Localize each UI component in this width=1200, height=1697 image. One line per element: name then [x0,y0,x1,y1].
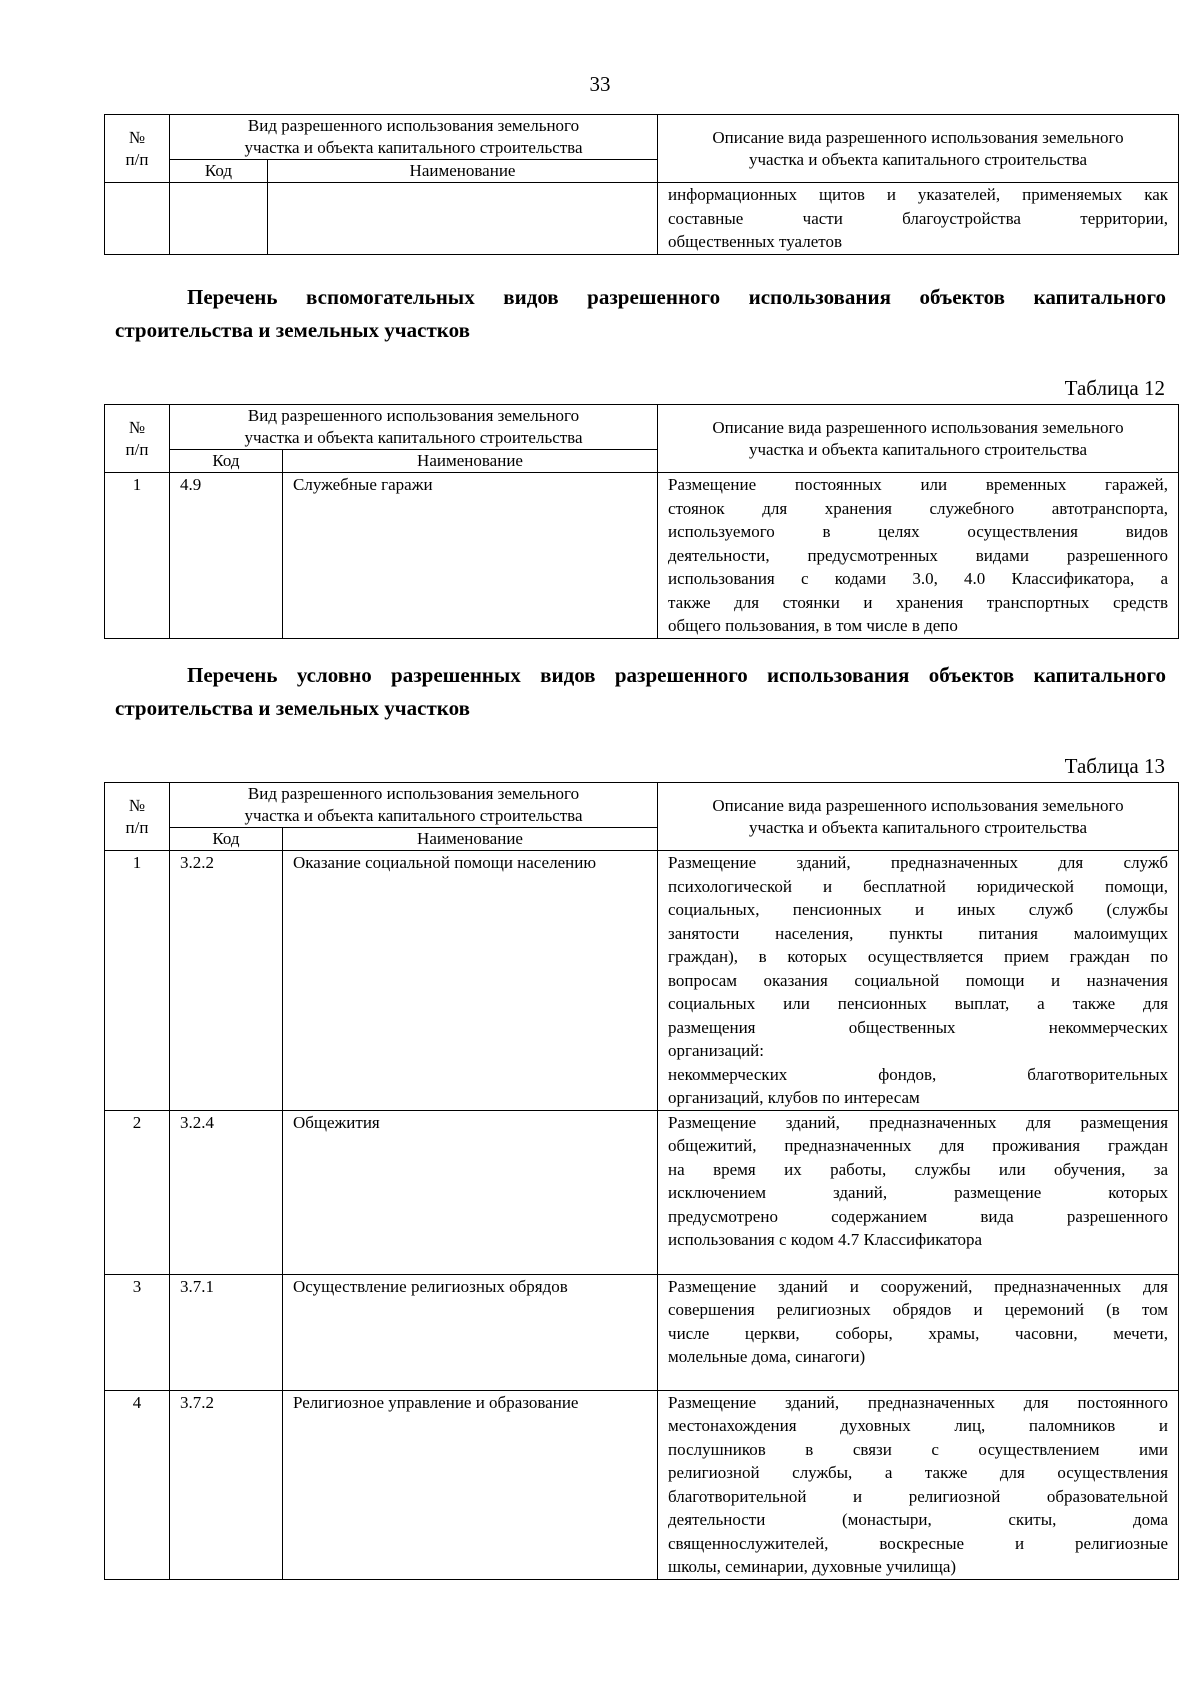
row-num: 1 [105,851,170,1111]
row-name: Общежития [283,1110,658,1274]
table-row [105,473,1179,639]
row-num: 2 [105,1110,170,1274]
header-num: № п/п [105,115,170,183]
header-vid: Вид разрешенного использования земельного участка и объекта капитального строительства [170,405,658,450]
row-name: Служебные гаражи [283,473,658,639]
row-desc: информационных щитов и указателей, применяемых как составные части благоустройства территории, общественных туалетов [658,183,1179,255]
row-name: Осуществление религиозных обрядов [283,1274,658,1390]
heading-conditional: Перечень условно разрешенных видов разрешенного использования объектов капитального строительства и земельных участков [115,663,1166,720]
header-vid: Вид разрешенного использования земельного участка и объекта капитального строительства [170,783,658,828]
table-12 [104,404,1179,639]
row-num: 4 [105,1390,170,1579]
table13-caption: Таблица 13 [1064,754,1165,778]
page-number: 33 [589,72,611,96]
row-desc: Размещение зданий, предназначенных для служб психологической и бесплатной юридической помощи, социальных, пенсионных и иных служб (службы занятости населения, пункты питания малоимущих граждан), в которых осуществляется прием граждан по вопросам оказания социальной помощи и назначения социальных или пенсионных выплат, а также для размещения общественных некоммерческих организаций: некоммерческих фондов, благотворительных организаций, клубов по интересам [658,851,1179,1111]
header-name: Наименование [283,828,658,851]
table-row [105,1390,1179,1579]
row-desc: Размещение постоянных или временных гаражей, стоянок для хранения служебного автотранспорта, используемого в целях осуществления видов деятельности, предусмотренных видами разрешенного использования с кодами 3.0, 4.0 Классификатора, а также для стоянки и хранения транспортных средств общего пользования, в том числе в депо [658,473,1179,639]
row-num [105,183,170,255]
header-vid: Вид разрешенного использования земельного участка и объекта капитального строительства [170,115,658,160]
row-code: 3.7.1 [170,1274,283,1390]
header-code: Код [170,450,283,473]
header-name: Наименование [268,160,658,183]
header-num: № п/п [105,405,170,473]
row-code [170,183,268,255]
table-row [105,183,1179,255]
row-name: Религиозное управление и образование [283,1390,658,1579]
table12-caption: Таблица 12 [1064,376,1165,400]
table-row [105,1110,1179,1274]
heading-aux: Перечень вспомогательных видов разрешенного использования объектов капитального строительства и земельных участков [115,285,1166,342]
row-code: 3.2.4 [170,1110,283,1274]
row-code: 3.2.2 [170,851,283,1111]
table-13 [104,782,1179,1580]
header-desc: Описание вида разрешенного использования земельного участка и объекта капитального строительства [658,783,1179,851]
header-desc: Описание вида разрешенного использования земельного участка и объекта капитального строительства [658,115,1179,183]
row-name: Оказание социальной помощи населению [283,851,658,1111]
row-desc: Размещение зданий, предназначенных для постоянного местонахождения духовных лиц, паломников и послушников в связи с осуществлением ими религиозной службы, а также для осуществления благотворительной и религиозной образовательной деятельности (монастыри, скиты, дома священнослужителей, воскресные и религиозные школы, семинарии, духовные училища) [658,1390,1179,1579]
row-desc: Размещение зданий и сооружений, предназначенных для совершения религиозных обрядов и церемоний (в том числе церкви, соборы, храмы, часовни, мечети, молельные дома, синагоги) [658,1274,1179,1390]
table-row [105,851,1179,1111]
row-desc: Размещение зданий, предназначенных для размещения общежитий, предназначенных для проживания граждан на время их работы, службы или обучения, за исключением зданий, размещение которых предусмотрено содержанием вида разрешенного использования с кодом 4.7 Классификатора [658,1110,1179,1274]
header-desc: Описание вида разрешенного использования земельного участка и объекта капитального строительства [658,405,1179,473]
table-row [105,1274,1179,1390]
row-name [268,183,658,255]
row-code: 4.9 [170,473,283,639]
header-code: Код [170,828,283,851]
header-name: Наименование [283,450,658,473]
header-code: Код [170,160,268,183]
header-num: № п/п [105,783,170,851]
row-num: 3 [105,1274,170,1390]
row-code: 3.7.2 [170,1390,283,1579]
table-continued [104,114,1179,255]
row-num: 1 [105,473,170,639]
